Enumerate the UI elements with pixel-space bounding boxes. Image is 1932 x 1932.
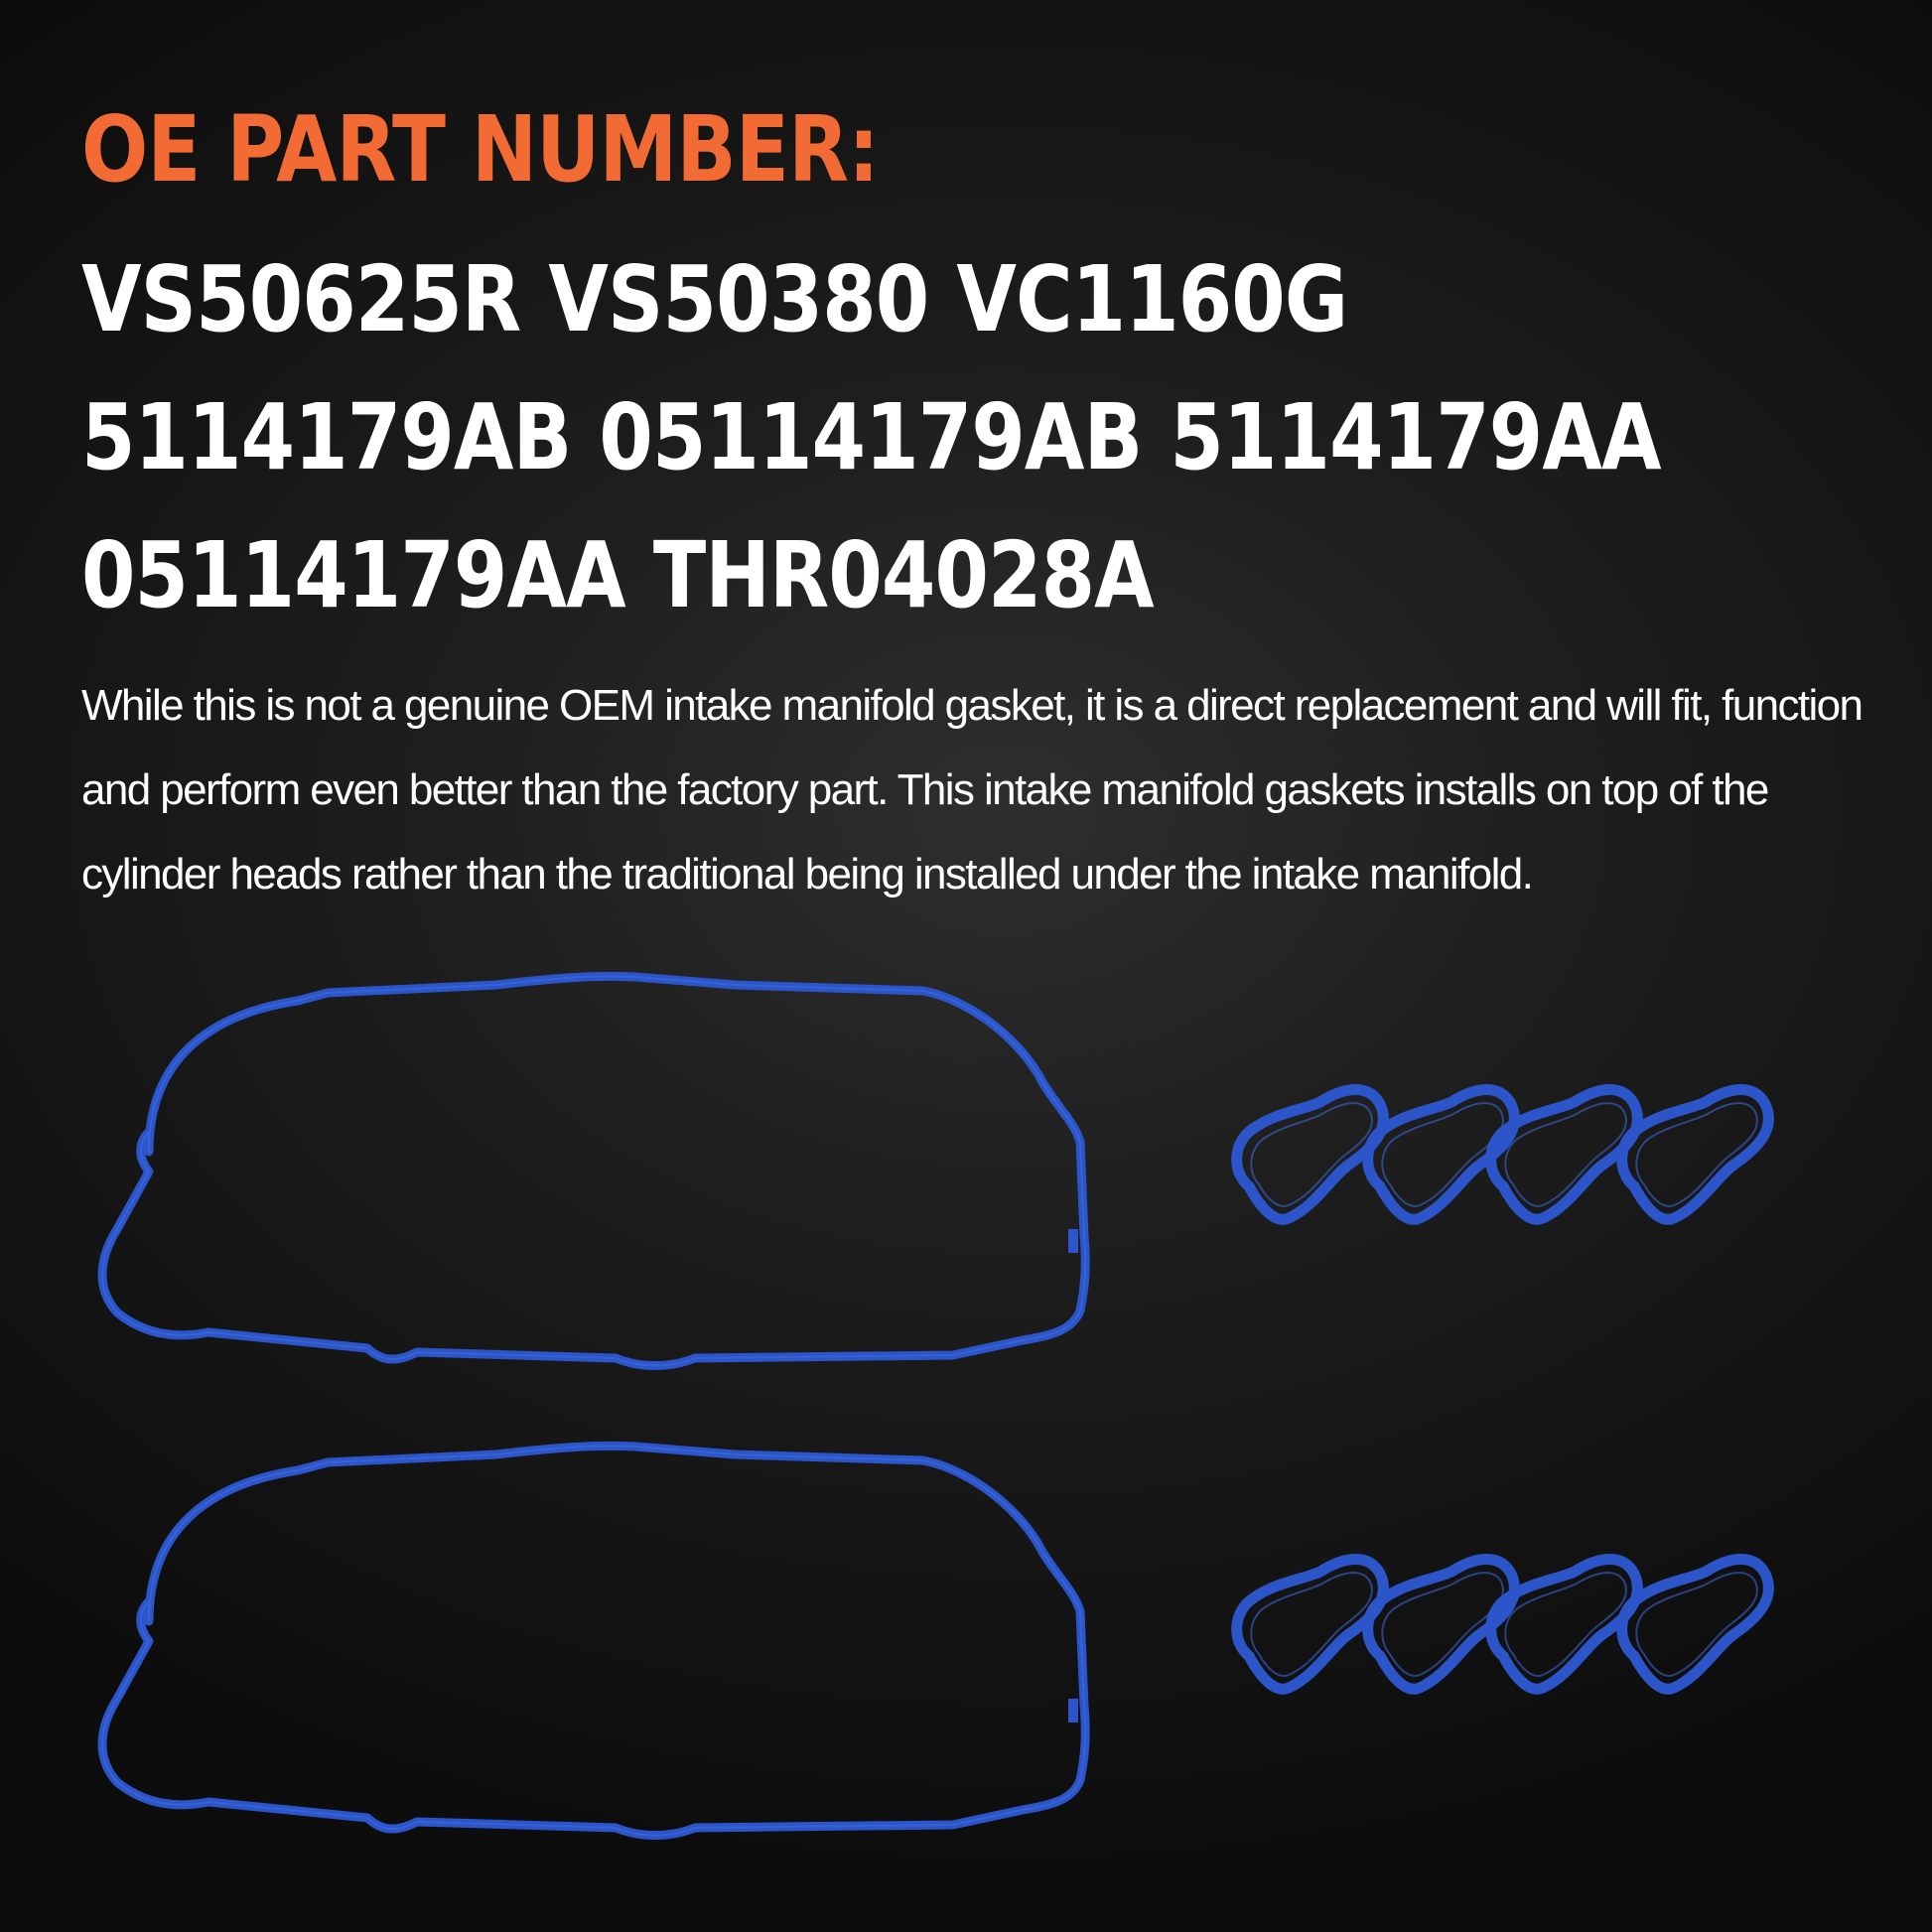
product-description: While this is not a genuine OEM intake manifold gasket, it is a direct replacement and will fit, function and perform even better than the factory part. This intake manifold gaskets installs on top of the cylinder heads rather than the traditional being installed under the intake manifold. (81, 681, 1863, 898)
gasket-group-bottom (102, 1446, 1768, 1835)
port-seal-icon (1622, 1089, 1769, 1219)
valley-cover-gasket-icon (102, 976, 1085, 1365)
gasket-set-illustration (0, 933, 1932, 1926)
gasket-group-top (102, 976, 1768, 1365)
port-seal-icon (1237, 1089, 1384, 1219)
valley-cover-gasket-icon (102, 1446, 1085, 1835)
port-seal-icon (1237, 1559, 1384, 1689)
part-number-heading: OE PART NUMBER: (81, 96, 879, 203)
part-number-list: VS50625R VS50380 VC1160G 5114179AB 05114179AB 5114179AA 05114179AA THR04028A (81, 246, 1661, 628)
port-seal-icon (1622, 1559, 1769, 1689)
